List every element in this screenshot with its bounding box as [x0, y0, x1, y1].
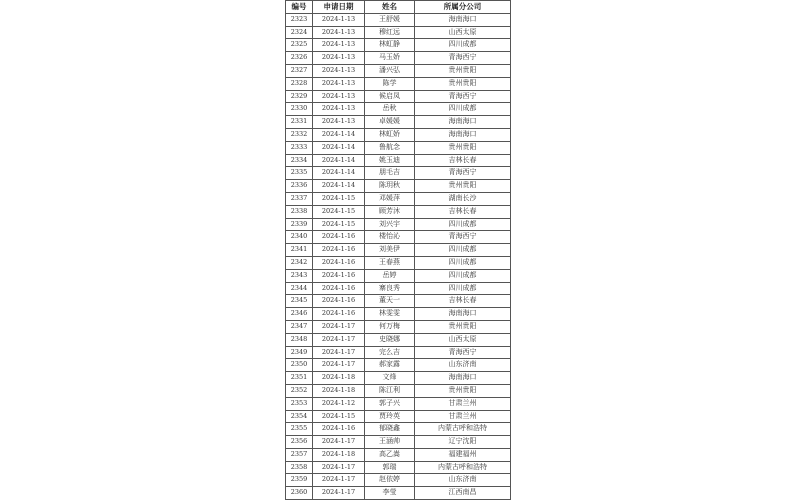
table-row: [286, 205, 511, 218]
cell-name[interactable]: 郭瑞: [365, 461, 415, 474]
cell-id[interactable]: 2331: [286, 116, 313, 129]
cell-date[interactable]: 2024-1-16: [313, 308, 365, 321]
cell-date[interactable]: 2024-1-18: [313, 448, 365, 461]
cell-id[interactable]: 2339: [286, 218, 313, 231]
cell-name[interactable]: 陈江利: [365, 384, 415, 397]
cell-date[interactable]: 2024-1-13: [313, 13, 365, 26]
cell-branch[interactable]: 山西太原: [415, 333, 511, 346]
cell-date[interactable]: 2024-1-17: [313, 320, 365, 333]
cell-id[interactable]: 2326: [286, 52, 313, 65]
cell-date[interactable]: 2024-1-13: [313, 52, 365, 65]
cell-id[interactable]: 2340: [286, 231, 313, 244]
spreadsheet: [285, 0, 510, 500]
cell-name[interactable]: 候启凤: [365, 90, 415, 103]
header-id: 编号: [286, 1, 313, 14]
table-row: [286, 384, 511, 397]
cell-branch[interactable]: 内蒙古呼和浩特: [415, 461, 511, 474]
cell-id[interactable]: 2345: [286, 295, 313, 308]
table-row: [286, 269, 511, 282]
application-table: [285, 0, 511, 500]
cell-name[interactable]: 郁晓鑫: [365, 423, 415, 436]
cell-name[interactable]: 李莹: [365, 487, 415, 500]
table-row: [286, 320, 511, 333]
cell-name[interactable]: 寨良秀: [365, 282, 415, 295]
cell-date[interactable]: 2024-1-14: [313, 180, 365, 193]
cell-id[interactable]: 2357: [286, 448, 313, 461]
cell-date[interactable]: 2024-1-13: [313, 64, 365, 77]
table-row: [286, 26, 511, 39]
cell-name[interactable]: 何万梅: [365, 320, 415, 333]
cell-branch[interactable]: 青海西宁: [415, 90, 511, 103]
table-body: [286, 13, 511, 499]
cell-name[interactable]: 高乙嵩: [365, 448, 415, 461]
cell-id[interactable]: 2329: [286, 90, 313, 103]
cell-id[interactable]: 2356: [286, 436, 313, 449]
cell-date[interactable]: 2024-1-16: [313, 282, 365, 295]
cell-id[interactable]: 2348: [286, 333, 313, 346]
table-row: [286, 116, 511, 129]
cell-branch[interactable]: 青海西宁: [415, 52, 511, 65]
cell-branch[interactable]: 四川成都: [415, 256, 511, 269]
cell-date[interactable]: 2024-1-13: [313, 39, 365, 52]
cell-branch[interactable]: 青海西宁: [415, 346, 511, 359]
cell-id[interactable]: 2336: [286, 180, 313, 193]
cell-id[interactable]: 2333: [286, 141, 313, 154]
cell-branch[interactable]: 四川成都: [415, 269, 511, 282]
table-row: [286, 410, 511, 423]
cell-name[interactable]: 董天一: [365, 295, 415, 308]
cell-name[interactable]: 文烽: [365, 372, 415, 385]
cell-date[interactable]: 2024-1-17: [313, 461, 365, 474]
cell-branch[interactable]: 山东济南: [415, 359, 511, 372]
table-row: [286, 13, 511, 26]
cell-branch[interactable]: 甘肃兰州: [415, 410, 511, 423]
cell-name[interactable]: 林虹静: [365, 39, 415, 52]
cell-date[interactable]: 2024-1-16: [313, 231, 365, 244]
cell-name[interactable]: 岳秋: [365, 103, 415, 116]
cell-id[interactable]: 2358: [286, 461, 313, 474]
cell-id[interactable]: 2359: [286, 474, 313, 487]
cell-id[interactable]: 2325: [286, 39, 313, 52]
table-row: [286, 333, 511, 346]
cell-id[interactable]: 2338: [286, 205, 313, 218]
cell-id[interactable]: 2323: [286, 13, 313, 26]
table-row: [286, 180, 511, 193]
cell-id[interactable]: 2351: [286, 372, 313, 385]
cell-date[interactable]: 2024-1-14: [313, 167, 365, 180]
cell-branch[interactable]: 甘肃兰州: [415, 397, 511, 410]
cell-date[interactable]: 2024-1-17: [313, 333, 365, 346]
cell-name[interactable]: 郝家露: [365, 359, 415, 372]
cell-id[interactable]: 2343: [286, 269, 313, 282]
cell-branch[interactable]: 青海西宁: [415, 231, 511, 244]
cell-branch[interactable]: 山西太原: [415, 26, 511, 39]
cell-date[interactable]: 2024-1-14: [313, 128, 365, 141]
table-row: [286, 192, 511, 205]
cell-id[interactable]: 2335: [286, 167, 313, 180]
cell-name[interactable]: 刘兴宇: [365, 218, 415, 231]
cell-name[interactable]: 赵依婷: [365, 474, 415, 487]
cell-name[interactable]: 王涵帅: [365, 436, 415, 449]
cell-date[interactable]: 2024-1-17: [313, 487, 365, 500]
cell-branch[interactable]: 辽宁沈阳: [415, 436, 511, 449]
table-row: [286, 256, 511, 269]
cell-id[interactable]: 2341: [286, 244, 313, 257]
cell-date[interactable]: 2024-1-18: [313, 384, 365, 397]
cell-date[interactable]: 2024-1-15: [313, 192, 365, 205]
cell-date[interactable]: 2024-1-15: [313, 410, 365, 423]
table-row: [286, 282, 511, 295]
header-branch: 所属分公司: [415, 1, 511, 14]
header-row: [286, 1, 511, 14]
cell-id[interactable]: 2347: [286, 320, 313, 333]
cell-date[interactable]: 2024-1-17: [313, 346, 365, 359]
cell-branch[interactable]: 四川成都: [415, 103, 511, 116]
cell-branch[interactable]: 四川成都: [415, 282, 511, 295]
cell-date[interactable]: 2024-1-16: [313, 295, 365, 308]
cell-id[interactable]: 2332: [286, 128, 313, 141]
table-row: [286, 64, 511, 77]
cell-branch[interactable]: 吉林长春: [415, 154, 511, 167]
cell-id[interactable]: 2353: [286, 397, 313, 410]
cell-name[interactable]: 楼怡沁: [365, 231, 415, 244]
cell-branch[interactable]: 四川成都: [415, 244, 511, 257]
cell-id[interactable]: 2324: [286, 26, 313, 39]
cell-id[interactable]: 2342: [286, 256, 313, 269]
cell-date[interactable]: 2024-1-17: [313, 436, 365, 449]
cell-date[interactable]: 2024-1-16: [313, 244, 365, 257]
table-row: [286, 487, 511, 500]
cell-date[interactable]: 2024-1-12: [313, 397, 365, 410]
table-row: [286, 141, 511, 154]
cell-name[interactable]: 王春燕: [365, 256, 415, 269]
cell-id[interactable]: 2330: [286, 103, 313, 116]
cell-id[interactable]: 2354: [286, 410, 313, 423]
table-row: [286, 461, 511, 474]
cell-name[interactable]: 史晓娜: [365, 333, 415, 346]
cell-branch[interactable]: 贵州贵阳: [415, 77, 511, 90]
cell-branch[interactable]: 江西南昌: [415, 487, 511, 500]
table-row: [286, 244, 511, 257]
table-row: [286, 346, 511, 359]
cell-date[interactable]: 2024-1-14: [313, 154, 365, 167]
cell-name[interactable]: 林虹娇: [365, 128, 415, 141]
cell-branch[interactable]: 海南海口: [415, 372, 511, 385]
cell-id[interactable]: 2327: [286, 64, 313, 77]
cell-branch[interactable]: 湖南长沙: [415, 192, 511, 205]
cell-branch[interactable]: 海南海口: [415, 128, 511, 141]
cell-name[interactable]: 鲁航念: [365, 141, 415, 154]
cell-branch[interactable]: 贵州贵阳: [415, 320, 511, 333]
cell-date[interactable]: 2024-1-16: [313, 269, 365, 282]
table-row: [286, 295, 511, 308]
cell-name[interactable]: 王舒媛: [365, 13, 415, 26]
table-row: [286, 154, 511, 167]
cell-date[interactable]: 2024-1-13: [313, 103, 365, 116]
table-row: [286, 372, 511, 385]
cell-branch[interactable]: 海南海口: [415, 13, 511, 26]
cell-name[interactable]: 姚玉迪: [365, 154, 415, 167]
table-row: [286, 39, 511, 52]
cell-name[interactable]: 林雯雯: [365, 308, 415, 321]
cell-branch[interactable]: 海南海口: [415, 116, 511, 129]
cell-branch[interactable]: 贵州贵阳: [415, 180, 511, 193]
cell-name[interactable]: 岳婷: [365, 269, 415, 282]
table-row: [286, 423, 511, 436]
cell-branch[interactable]: 四川成都: [415, 218, 511, 231]
cell-id[interactable]: 2337: [286, 192, 313, 205]
cell-name[interactable]: 郭子兴: [365, 397, 415, 410]
table-row: [286, 103, 511, 116]
table-row: [286, 308, 511, 321]
header-name: 姓名: [365, 1, 415, 14]
table-row: [286, 448, 511, 461]
cell-name[interactable]: 贾玲英: [365, 410, 415, 423]
cell-name[interactable]: 顾芳沐: [365, 205, 415, 218]
cell-name[interactable]: 穆红远: [365, 26, 415, 39]
cell-name[interactable]: 邓媛萍: [365, 192, 415, 205]
cell-branch[interactable]: 青海西宁: [415, 167, 511, 180]
header-date: 申请日期: [313, 1, 365, 14]
cell-id[interactable]: 2334: [286, 154, 313, 167]
cell-id[interactable]: 2350: [286, 359, 313, 372]
cell-date[interactable]: 2024-1-13: [313, 77, 365, 90]
cell-id[interactable]: 2360: [286, 487, 313, 500]
cell-branch[interactable]: 海南海口: [415, 308, 511, 321]
cell-date[interactable]: 2024-1-16: [313, 423, 365, 436]
cell-branch[interactable]: 福建福州: [415, 448, 511, 461]
cell-name[interactable]: 陈玥秋: [365, 180, 415, 193]
cell-id[interactable]: 2355: [286, 423, 313, 436]
cell-name[interactable]: 朋毛吉: [365, 167, 415, 180]
cell-branch[interactable]: 内蒙古呼和浩特: [415, 423, 511, 436]
cell-date[interactable]: 2024-1-13: [313, 90, 365, 103]
cell-name[interactable]: 卓媛媛: [365, 116, 415, 129]
table-row: [286, 474, 511, 487]
cell-date[interactable]: 2024-1-18: [313, 372, 365, 385]
cell-id[interactable]: 2328: [286, 77, 313, 90]
cell-date[interactable]: 2024-1-13: [313, 116, 365, 129]
cell-branch[interactable]: 贵州贵阳: [415, 384, 511, 397]
cell-date[interactable]: 2024-1-15: [313, 218, 365, 231]
cell-branch[interactable]: 贵州贵阳: [415, 64, 511, 77]
cell-name[interactable]: 陈学: [365, 77, 415, 90]
table-row: [286, 436, 511, 449]
table-row: [286, 218, 511, 231]
cell-id[interactable]: 2349: [286, 346, 313, 359]
cell-branch[interactable]: 贵州贵阳: [415, 141, 511, 154]
table-row: [286, 90, 511, 103]
cell-name[interactable]: 完么吉: [365, 346, 415, 359]
table-row: [286, 128, 511, 141]
cell-branch[interactable]: 吉林长春: [415, 205, 511, 218]
cell-date[interactable]: 2024-1-15: [313, 205, 365, 218]
cell-name[interactable]: 刘美伊: [365, 244, 415, 257]
table-row: [286, 52, 511, 65]
cell-id[interactable]: 2346: [286, 308, 313, 321]
cell-date[interactable]: 2024-1-16: [313, 256, 365, 269]
cell-date[interactable]: 2024-1-17: [313, 359, 365, 372]
cell-id[interactable]: 2344: [286, 282, 313, 295]
cell-branch[interactable]: 吉林长春: [415, 295, 511, 308]
cell-date[interactable]: 2024-1-14: [313, 141, 365, 154]
table-row: [286, 359, 511, 372]
cell-branch[interactable]: 四川成都: [415, 39, 511, 52]
table-row: [286, 397, 511, 410]
cell-date[interactable]: 2024-1-17: [313, 474, 365, 487]
table-row: [286, 167, 511, 180]
cell-id[interactable]: 2352: [286, 384, 313, 397]
cell-name[interactable]: 潘兴弘: [365, 64, 415, 77]
table-row: [286, 231, 511, 244]
table-row: [286, 77, 511, 90]
cell-name[interactable]: 马玉娇: [365, 52, 415, 65]
cell-date[interactable]: 2024-1-13: [313, 26, 365, 39]
cell-branch[interactable]: 山东济南: [415, 474, 511, 487]
